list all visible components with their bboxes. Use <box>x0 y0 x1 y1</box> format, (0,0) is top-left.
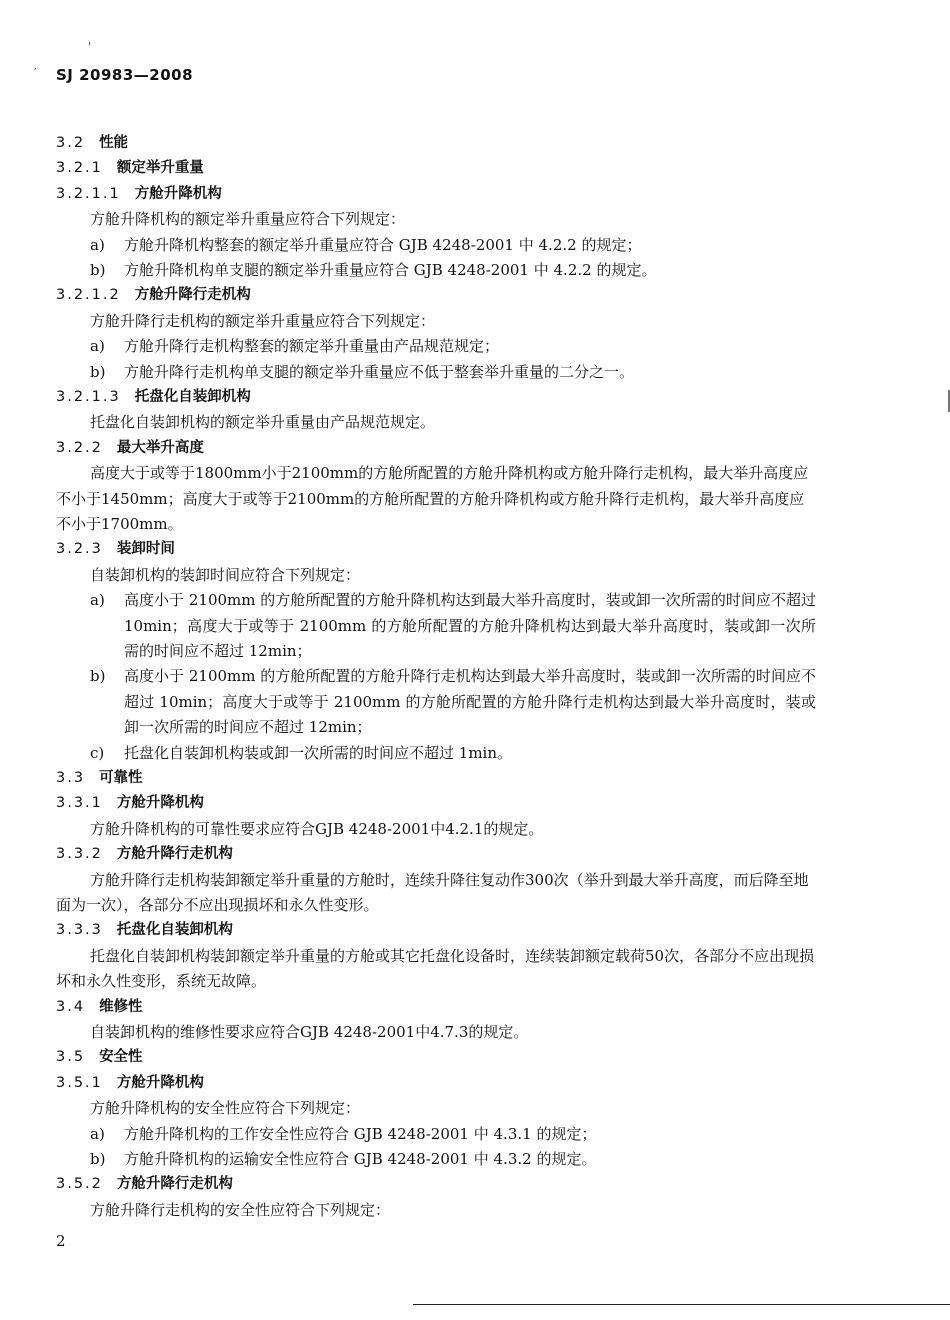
list-marker: b) <box>90 1149 106 1168</box>
section-number: 3.2.1.2 <box>56 287 121 304</box>
section-title: 方舱升降行走机构 <box>116 846 233 863</box>
paragraph: 方舱升降机构的可靠性要求应符合GJB 4248-2001中4.2.1的规定。 <box>90 819 544 838</box>
section-heading <box>56 791 816 816</box>
paragraph: 自装卸机构的维修性要求应符合GJB 4248-2001中4.7.3的规定。 <box>90 1022 529 1041</box>
section-number: 3.5 <box>56 1049 86 1066</box>
section-heading <box>56 156 816 181</box>
list-item <box>56 360 816 385</box>
section-heading <box>56 1071 816 1096</box>
section-heading <box>56 182 816 207</box>
section-number: 3.3 <box>56 769 86 786</box>
section-heading <box>56 918 816 943</box>
paragraph: 方舱升降行走机构装卸额定举升重量的方舱时，连续升降往复动作300次（举升到最大举升高度，而后降至地面为一次），各部分不应出现损坏和永久性变形。 <box>56 870 809 914</box>
section-title: 最大举升高度 <box>116 439 204 456</box>
section-title: 托盘化自装卸机构 <box>134 388 251 405</box>
standard-code: SJ 20983—2008 <box>56 66 194 84</box>
section-number: 3.5.2 <box>56 1176 103 1193</box>
list-item <box>56 1122 816 1147</box>
list-item-text: 托盘化自装卸机构装或卸一次所需的时间应不超过 1min。 <box>124 743 512 762</box>
section-heading <box>56 436 816 461</box>
paragraph: 托盘化自装卸机构的额定举升重量由产品规范规定。 <box>90 413 436 432</box>
section-title: 安全性 <box>99 1049 143 1066</box>
section-title: 方舱升降行走机构 <box>116 1176 233 1193</box>
list-item-text: 方舱升降机构的工作安全性应符合 GJB 4248-2001 中 4.3.1 的规定； <box>124 1124 597 1143</box>
paragraph: 托盘化自装卸机构装卸额定举升重量的方舱或其它托盘化设备时，连续装卸额定载荷50次，各部分不应出现损坏和永久性变形，系统无故障。 <box>56 946 815 991</box>
list-item <box>56 588 816 664</box>
section-number: 3.2.3 <box>56 541 103 558</box>
list-item-text: 方舱升降机构单支腿的额定举升重量应符合 GJB 4248-2001 中 4.2.2 的规定。 <box>124 260 657 279</box>
section-title: 维修性 <box>99 998 143 1015</box>
section-title: 装卸时间 <box>116 541 175 558</box>
section-title: 方舱升降机构 <box>116 1074 204 1091</box>
section-heading <box>56 1172 816 1197</box>
section-number: 3.3.3 <box>56 922 103 939</box>
document-body <box>56 131 816 1223</box>
list-item <box>56 664 816 740</box>
section-number: 3.2.1 <box>56 160 103 177</box>
footer-rule <box>413 1304 950 1305</box>
paragraph: 方舱升降机构的额定举升重量应符合下列规定： <box>90 210 406 229</box>
list-item <box>56 1147 816 1172</box>
scan-mark: ' <box>88 40 92 54</box>
section-heading <box>56 995 816 1020</box>
list-marker: a) <box>90 235 105 254</box>
section-title: 可靠性 <box>99 769 143 786</box>
section-number: 3.4 <box>56 998 86 1015</box>
section-number: 3.3.2 <box>56 846 103 863</box>
section-number: 3.3.1 <box>56 795 103 812</box>
list-item-text: 方舱升降行走机构整套的额定举升重量由产品规范规定； <box>124 337 500 356</box>
section-heading <box>56 283 816 308</box>
section-title: 方舱升降行走机构 <box>134 287 251 304</box>
section-title: 性能 <box>99 135 129 151</box>
list-item <box>56 334 816 359</box>
list-marker: b) <box>90 260 106 279</box>
list-marker: a) <box>90 337 105 356</box>
list-item-text: 方舱升降机构整套的额定举升重量应符合 GJB 4248-2001 中 4.2.2 的规定； <box>124 235 642 254</box>
section-number: 3.2 <box>56 135 86 151</box>
section-heading <box>56 385 816 410</box>
list-item-text: 高度小于 2100mm 的方舱所配置的方舱升降行走机构达到最大举升高度时，装或卸一次所需的时间应不超过 10min；高度大于或等于 2100mm 的方舱所配置的方舱升降行走机构达到最大举升高度时，装或卸一次所需的时间应不超过 12min； <box>124 667 816 737</box>
section-title: 托盘化自装卸机构 <box>116 922 233 939</box>
list-item <box>56 741 816 766</box>
paragraph: 方舱升降行走机构的额定举升重量应符合下列规定： <box>90 311 436 330</box>
scan-mark: ′ <box>34 66 37 80</box>
section-number: 3.5.1 <box>56 1074 103 1091</box>
section-title: 方舱升降机构 <box>116 795 204 812</box>
section-number: 3.2.2 <box>56 439 103 456</box>
list-marker: a) <box>90 1124 105 1143</box>
section-heading <box>56 131 816 156</box>
section-heading <box>56 1045 816 1070</box>
list-item <box>56 258 816 283</box>
section-heading <box>56 537 816 562</box>
paragraph: 方舱升降行走机构的安全性应符合下列规定： <box>90 1200 391 1219</box>
list-marker: a) <box>90 591 105 610</box>
list-item-text: 高度小于 2100mm 的方舱所配置的方舱升降机构达到最大举升高度时，装或卸一次所需的时间应不超过 10min；高度大于或等于 2100mm 的方舱所配置的方舱升降机构达到最大举升高度时，装或卸一次所需的时间应不超过 12min； <box>124 591 816 660</box>
list-item-text: 方舱升降行走机构单支腿的额定举升重量应不低于整套举升重量的二分之一。 <box>124 362 635 381</box>
paragraph: 方舱升降机构的安全性应符合下列规定： <box>90 1099 361 1118</box>
section-heading <box>56 842 816 867</box>
list-marker: b) <box>90 362 106 381</box>
list-marker: c) <box>90 743 105 762</box>
section-number: 3.2.1.1 <box>56 185 121 202</box>
list-marker: b) <box>90 667 106 686</box>
section-title: 额定举升重量 <box>116 160 204 177</box>
list-item <box>56 233 816 258</box>
section-heading <box>56 766 816 791</box>
paragraph: 高度大于或等于1800mm小于2100mm的方舱所配置的方舱升降机构或方舱升降行走机构，最大举升高度应不小于1450mm；高度大于或等于2100mm的方舱所配置的方舱升降机构或方舱升降行走机构，最大举升高度应不小于1700mm。 <box>56 464 809 533</box>
paragraph: 自装卸机构的装卸时间应符合下列规定： <box>90 565 361 584</box>
page-number: 2 <box>56 1232 66 1250</box>
section-number: 3.2.1.3 <box>56 388 121 405</box>
section-title: 方舱升降机构 <box>134 185 222 202</box>
list-item-text: 方舱升降机构的运输安全性应符合 GJB 4248-2001 中 4.3.2 的规定。 <box>124 1149 597 1168</box>
